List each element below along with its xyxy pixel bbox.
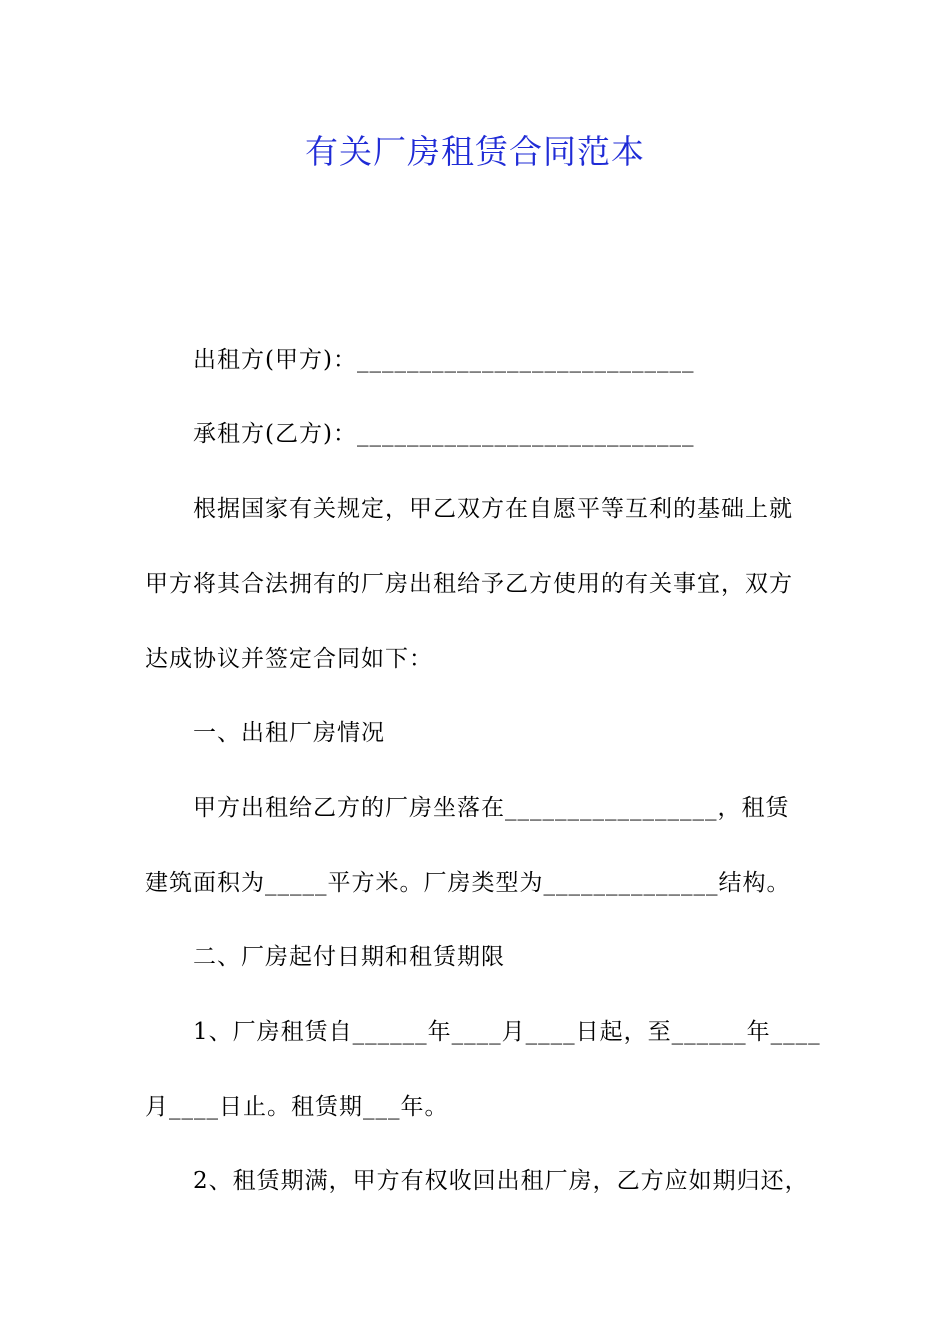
document-title: 有关厂房租赁合同范本 [305, 132, 645, 171]
lessor-line: 出租方(甲方)：___________________________ [193, 347, 695, 373]
section-heading: 一、出租厂房情况 [193, 720, 385, 746]
paragraph-line: 甲方出租给乙方的厂房坐落在_________________，租赁 [193, 795, 790, 821]
paragraph-line: 根据国家有关规定，甲乙双方在自愿平等互利的基础上就 [193, 496, 793, 522]
paragraph-line: 甲方将其合法拥有的厂房出租给予乙方使用的有关事宜，双方 [145, 571, 793, 597]
paragraph-line: 1、厂房租赁自______年____月____日起，至______年____ [193, 1019, 821, 1045]
paragraph-line: 2、租赁期满，甲方有权收回出租厂房，乙方应如期归还， [193, 1168, 809, 1194]
lessee-line: 承租方(乙方)：___________________________ [193, 421, 695, 447]
paragraph-line: 建筑面积为_____平方米。厂房类型为______________结构。 [145, 870, 791, 896]
paragraph-line: 月____日止。租赁期___年。 [145, 1094, 449, 1120]
section-heading: 二、厂房起付日期和租赁期限 [193, 944, 505, 970]
paragraph-line: 达成协议并签定合同如下： [145, 646, 433, 672]
